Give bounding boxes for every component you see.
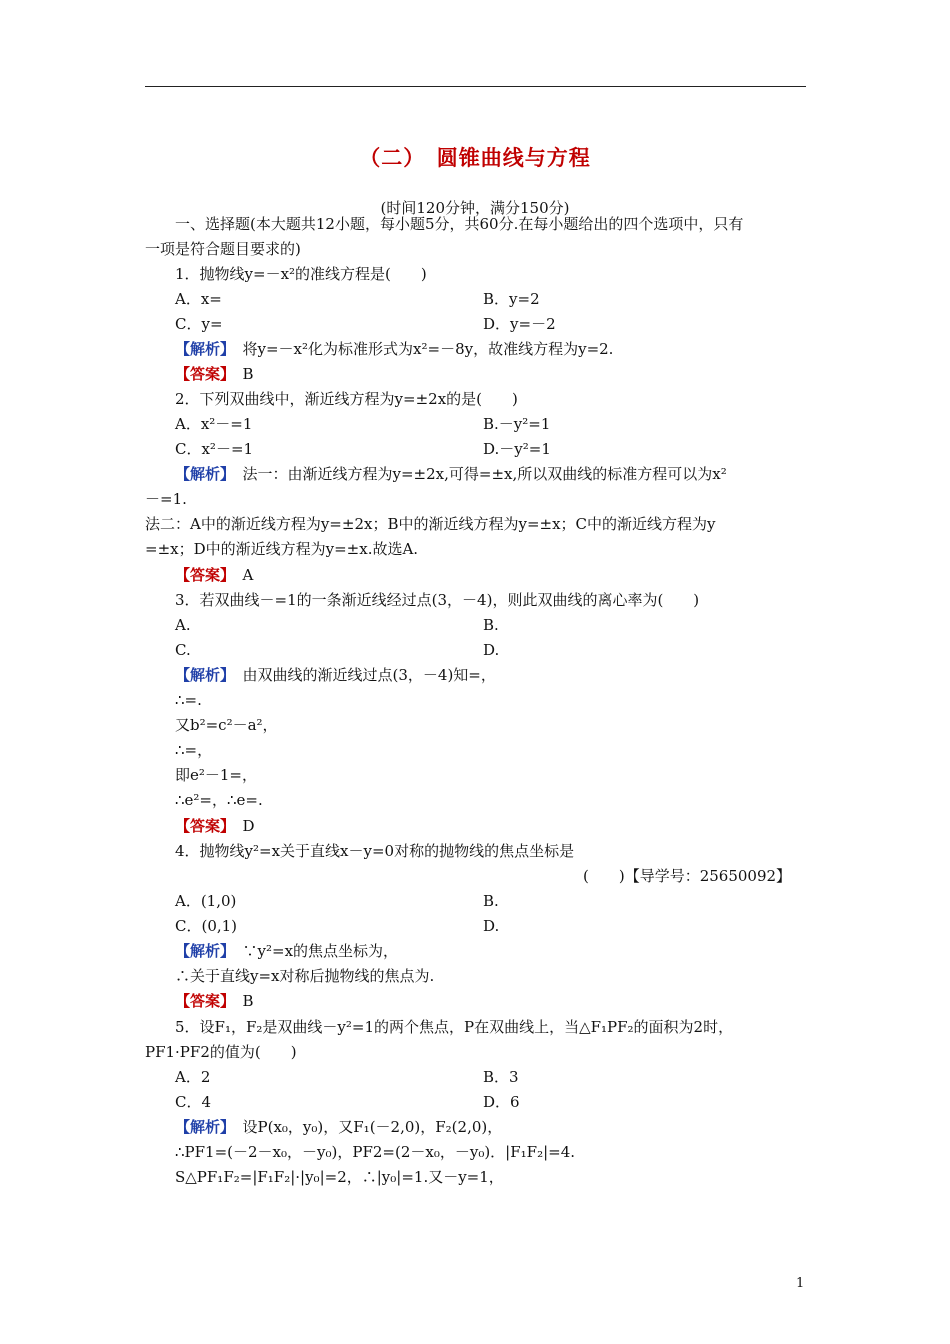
- line-text: －=1.: [145, 490, 187, 508]
- analysis-label: 【解析】: [175, 942, 228, 960]
- line-text: 法二：A中的渐近线方程为y=±2x；B中的渐近线方程为y=±x；C中的渐近线方程为y: [145, 515, 716, 533]
- text-line: [145, 514, 716, 534]
- text-line: [483, 439, 551, 459]
- text-line: [175, 264, 427, 284]
- text-line: [175, 414, 252, 434]
- line-text: B．y=2: [483, 290, 540, 308]
- answer-label: 【答案】: [175, 566, 228, 584]
- line-text: 法一：由渐近线方程为y=±2x,可得=±x,所以双曲线的标准方程可以为x²: [227, 465, 727, 483]
- line-text: ∴关于直线y=x对称后抛物线的焦点为.: [175, 967, 435, 985]
- text-line: [175, 841, 574, 861]
- line-text: B.: [483, 892, 499, 910]
- line-text: 一、选择题(本大题共12小题，每小题5分，共60分.在每小题给出的四个选项中，只有: [175, 215, 744, 233]
- text-line: [145, 539, 418, 559]
- text-line: [175, 740, 212, 760]
- text-line: [483, 640, 499, 660]
- line-text: PF1·PF2的值为( ): [145, 1043, 297, 1061]
- text-line: [175, 289, 222, 309]
- text-line: [175, 314, 223, 334]
- answer-line: [175, 816, 255, 836]
- text-line: [483, 414, 550, 434]
- answer-line: [175, 565, 253, 585]
- text-line: [175, 690, 202, 710]
- line-text: D.: [483, 641, 500, 659]
- line-text: B: [227, 992, 254, 1010]
- line-text: B: [227, 365, 254, 383]
- line-text: 一项是符合题目要求的): [145, 240, 301, 258]
- line-text: ∴e²=，∴e=.: [175, 791, 263, 809]
- line-text: A．x=: [175, 290, 222, 308]
- line-text: D.－y²=1: [483, 440, 551, 458]
- line-text: C．4: [175, 1093, 212, 1111]
- line-text: B.－y²=1: [483, 415, 551, 433]
- line-text: ∵y²=x的焦点坐标为，: [227, 942, 399, 960]
- line-text: A．x²－=1: [175, 415, 253, 433]
- line-text: 4．抛物线y²=x关于直线x－y=0对称的抛物线的焦点坐标是: [175, 842, 575, 860]
- text-line: [175, 615, 191, 635]
- line-text: D．6: [483, 1093, 520, 1111]
- line-text: ∴PF1=(－2－x₀，－y₀)，PF2=(2－x₀，－y₀)．|F₁F₂|=4.: [175, 1143, 576, 1161]
- line-text: D.: [483, 917, 500, 935]
- answer-line: [175, 941, 398, 961]
- text-line: [483, 615, 499, 635]
- text-line: [483, 1092, 520, 1112]
- line-text: D: [227, 817, 255, 835]
- line-text: S△PF₁F₂=|F₁F₂|·|y₀|=2，∴|y₀|=1.又－y=1，: [175, 1168, 504, 1186]
- text-line: [175, 590, 699, 610]
- line-text: 1．抛物线y=－x²的准线方程是( ): [175, 265, 427, 283]
- page-title: （二） 圆锥曲线与方程: [359, 146, 591, 170]
- line-text: D．y=－2: [483, 315, 556, 333]
- text-line: [145, 489, 187, 509]
- text-line: [175, 765, 257, 785]
- line-text: ∴=，: [175, 741, 213, 759]
- answer-line: [175, 1117, 502, 1137]
- answer-label: 【答案】: [175, 817, 228, 835]
- text-line: [175, 715, 278, 735]
- exam-info: (时间120分钟，满分150分): [380, 199, 570, 217]
- text-line: [145, 1042, 297, 1062]
- answer-line: [175, 464, 727, 484]
- page-number: 1: [796, 1276, 805, 1291]
- analysis-label: 【解析】: [175, 340, 228, 358]
- text-line: [175, 1017, 733, 1037]
- line-text: 即e²－1=，: [175, 766, 258, 784]
- text-line: [175, 214, 743, 234]
- text-line: [175, 966, 434, 986]
- text-line: [145, 239, 301, 259]
- line-text: A.: [175, 616, 191, 634]
- analysis-label: 【解析】: [175, 465, 228, 483]
- line-text: A: [227, 566, 254, 584]
- analysis-label: 【解析】: [175, 666, 228, 684]
- line-text: C.: [175, 641, 191, 659]
- line-text: B.: [483, 616, 499, 634]
- line-text: 2．下列双曲线中，渐近线方程为y=±2x的是( ): [175, 390, 518, 408]
- answer-line: [175, 991, 254, 1011]
- line-text: 又b²=c²－a²，: [175, 716, 278, 734]
- line-text: B．3: [483, 1068, 519, 1086]
- text-line: [175, 640, 191, 660]
- analysis-label: 【解析】: [175, 1118, 228, 1136]
- line-text: C．y=: [175, 315, 223, 333]
- text-line: [483, 891, 499, 911]
- line-text: C．x²－=1: [175, 440, 254, 458]
- line-text: 3．若双曲线－=1的一条渐近线经过点(3，－4)，则此双曲线的离心率为( ): [175, 591, 700, 609]
- text-line: [175, 1067, 210, 1087]
- header-rule: [145, 86, 806, 87]
- line-text: 设P(x₀，y₀)，又F₁(－2,0)，F₂(2,0)，: [227, 1118, 503, 1136]
- text-line: [483, 916, 499, 936]
- text-line: [175, 389, 518, 409]
- line-text: A．2: [175, 1068, 211, 1086]
- answer-line: [175, 665, 496, 685]
- line-text: =±x；D中的渐近线方程为y=±x.故选A.: [145, 540, 419, 558]
- answer-line: [175, 364, 254, 384]
- answer-label: 【答案】: [175, 365, 228, 383]
- line-text: ( )【导学号：25650092】: [583, 867, 792, 885]
- line-text: 5．设F₁，F₂是双曲线－y²=1的两个焦点，P在双曲线上，当△F₁PF₂的面积为2时，: [175, 1018, 734, 1036]
- text-line: [175, 1092, 211, 1112]
- line-text: 将y=－x²化为标准形式为x²=－8y，故准线方程为y=2.: [227, 340, 614, 358]
- text-line: [583, 866, 791, 886]
- text-line: [175, 1167, 504, 1187]
- line-text: ∴=.: [175, 691, 202, 709]
- line-text: A．(1,0): [175, 892, 237, 910]
- answer-line: [175, 339, 613, 359]
- line-text: C．(0,1): [175, 917, 238, 935]
- text-line: [175, 1142, 575, 1162]
- text-line: [483, 314, 556, 334]
- answer-label: 【答案】: [175, 992, 228, 1010]
- text-line: [175, 891, 236, 911]
- line-text: 由双曲线的渐近线过点(3，－4)知=，: [227, 666, 496, 684]
- text-line: [175, 790, 263, 810]
- text-line: [175, 916, 237, 936]
- text-line: [483, 1067, 519, 1087]
- text-line: [483, 289, 540, 309]
- text-line: [175, 439, 253, 459]
